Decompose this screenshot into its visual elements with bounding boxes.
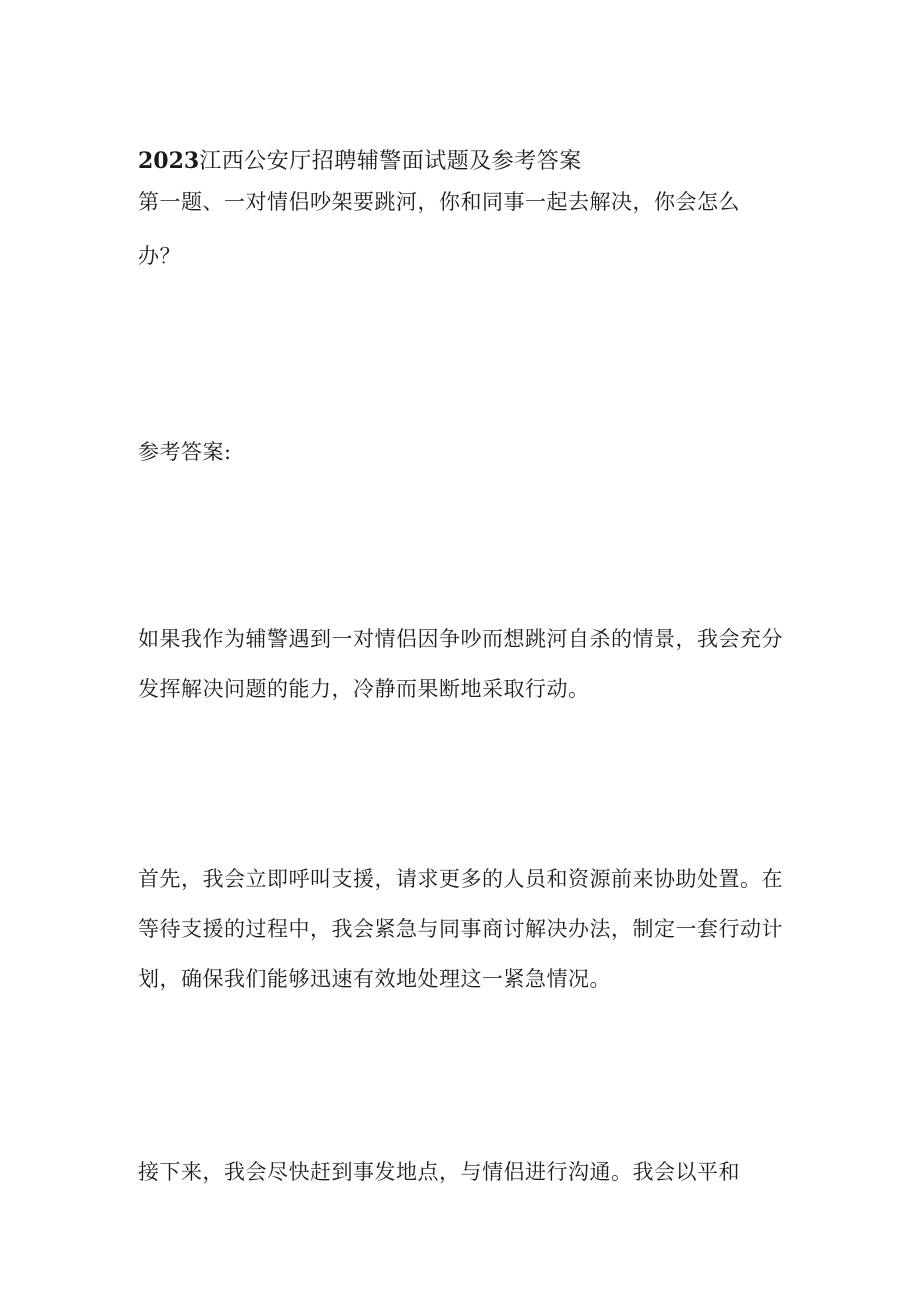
document-title [138, 146, 798, 177]
paragraph-2-line-2: 等待支援的过程中，我会紧急与同事商讨解决办法，制定一套行动计 [138, 917, 783, 941]
paragraph-1-line-2: 发挥解决问题的能力，冷静而果断地采取行动。 [138, 677, 590, 701]
paragraph-2-line-1: 首先，我会立即呼叫支援，请求更多的人员和资源前来协助处置。在 [138, 867, 783, 891]
title-year: 2023 [138, 148, 200, 174]
paragraph-2-line-3: 划，确保我们能够迅速有效地处理这一紧急情况。 [138, 967, 611, 991]
paragraph-3-line-1: 接下来，我会尽快赶到事发地点，与情侣进行沟通。我会以平和 [138, 1160, 740, 1184]
question-line-2: 办？ [138, 244, 181, 268]
title-text: 江西公安厅招聘辅警面试题及参考答案 [199, 149, 582, 174]
paragraph-1-line-1: 如果我作为辅警遇到一对情侣因争吵而想跳河自杀的情景，我会充分 [138, 627, 783, 651]
answer-label: 参考答案: [138, 440, 232, 464]
question-line-1: 第一题、一对情侣吵架要跳河，你和同事一起去解决，你会怎么 [138, 190, 740, 214]
